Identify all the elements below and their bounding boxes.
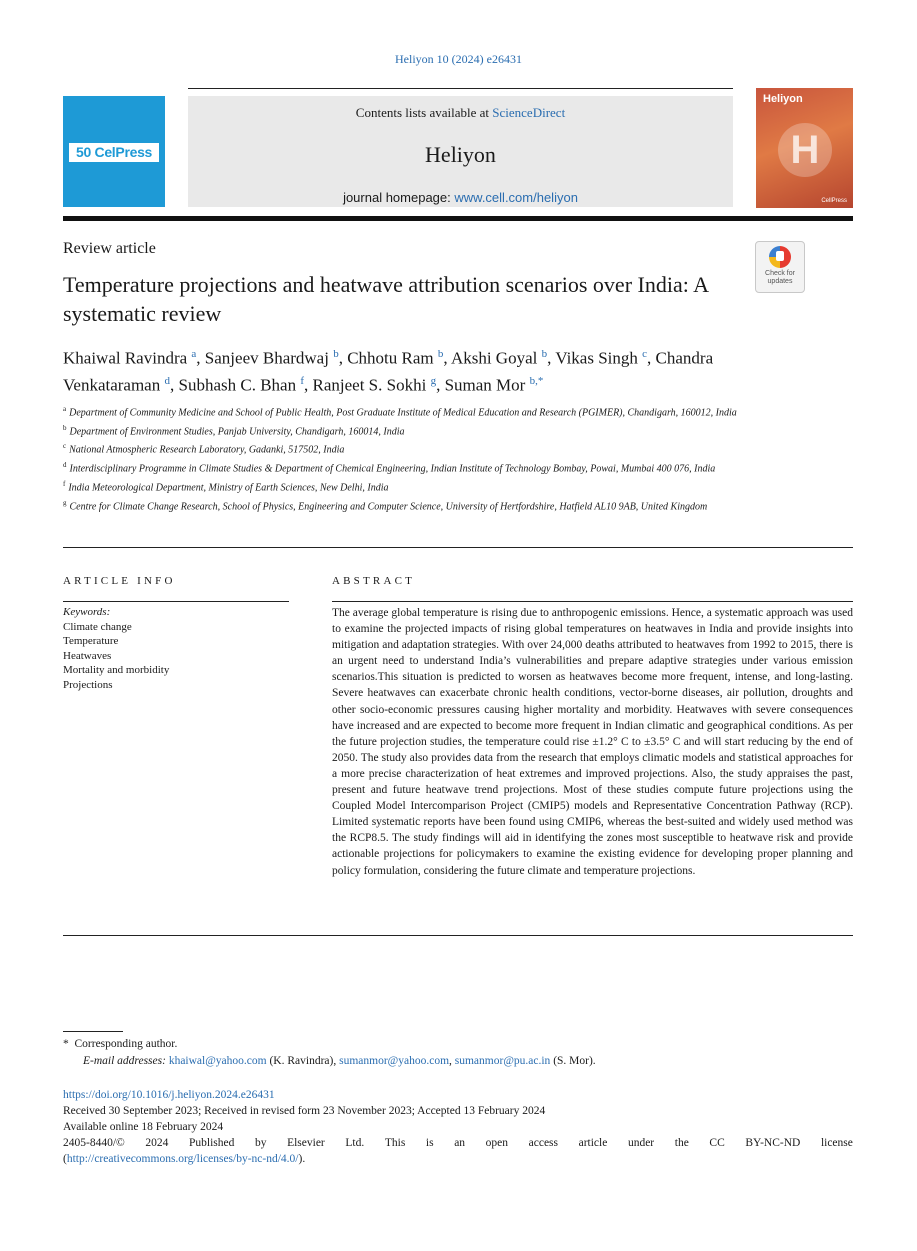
affiliation-text: Department of Community Medicine and School of Public Health, Post Graduate Institute of Medical Education and Research (PGIMER), Chandigarh, 160012, India [69, 407, 737, 419]
license-statement [63, 1135, 853, 1151]
author-separator: , [547, 348, 556, 368]
email-addresses [63, 1053, 853, 1070]
affiliation-marker: g [63, 498, 67, 507]
check-updates-icon [769, 246, 791, 268]
license-word: 2405-8440/© [63, 1137, 125, 1149]
homepage-link[interactable]: www.cell.com/heliyon [454, 190, 578, 205]
keyword: Projections [63, 678, 113, 691]
author-name[interactable]: Chandra Venkataraman [63, 348, 714, 395]
journal-header [63, 88, 853, 220]
author-list [63, 343, 743, 396]
section-divider [63, 547, 853, 548]
license-word: Elsevier [287, 1137, 325, 1149]
affiliation-text: National Atmospheric Research Laboratory, Gadanki, 517502, India [69, 444, 345, 456]
affiliation-item [63, 458, 743, 477]
license-word: article [578, 1137, 608, 1149]
license-word: under [627, 1137, 655, 1149]
sciencedirect-link[interactable]: ScienceDirect [492, 105, 566, 120]
abstract-heading: ABSTRACT [332, 575, 416, 587]
footnote-star: * [63, 1038, 69, 1050]
author-name[interactable]: Ranjeet S. Sokhi [312, 375, 427, 395]
keywords-block [63, 605, 289, 692]
author-affiliation-marker[interactable]: b [437, 348, 444, 360]
author-name[interactable]: Khaiwal Ravindra [63, 348, 188, 368]
homepage-line [188, 190, 733, 205]
license-word: CC [709, 1137, 725, 1149]
affiliation-text: Interdisciplinary Programme in Climate Studies & Department of Chemical Engineering, Indian Institute of Technology Bombay, Powai, Mumbai 400 076, India [69, 463, 716, 475]
check-for-updates-button[interactable] [755, 241, 805, 293]
author-affiliation-marker[interactable]: a [191, 348, 197, 360]
author-name[interactable]: Akshi Goyal [450, 348, 538, 368]
contents-line [188, 105, 733, 121]
author-name[interactable]: Vikas Singh [555, 348, 638, 368]
footnote-rule [63, 1031, 123, 1032]
keywords-label: Keywords: [63, 606, 111, 618]
affiliation-marker: f [63, 479, 66, 488]
license-word: open [485, 1137, 509, 1149]
email-link-1[interactable]: khaiwal@yahoo.com [168, 1054, 267, 1067]
check-updates-line2: updates [767, 278, 793, 285]
cellpress-logo-box[interactable] [63, 96, 165, 207]
author-separator: , [304, 375, 313, 395]
affiliation-item [63, 477, 743, 496]
contents-prefix: Contents lists available at [355, 105, 493, 120]
affiliation-item [63, 421, 743, 440]
keyword: Mortality and morbidity [63, 664, 170, 676]
author-separator: , [647, 348, 656, 368]
affiliation-item [63, 402, 743, 421]
license-word: This [384, 1137, 406, 1149]
publication-info [63, 1087, 853, 1167]
header-thick-rule [63, 216, 853, 221]
email-owner-1: (K. Ravindra), [266, 1054, 340, 1067]
affiliation-text: Centre for Climate Change Research, School of Physics, Engineering and Computer Science, University of Hertfordshire, Hatfield AL10 9AB, United Kingdom [69, 501, 708, 512]
affiliation-text: Department of Environment Studies, Panjab University, Chandigarh, 160014, India [69, 426, 405, 438]
license-word: access [528, 1137, 558, 1149]
homepage-prefix: journal homepage: [343, 190, 455, 205]
journal-reference[interactable]: Heliyon 10 (2024) e26431 [395, 52, 522, 66]
affiliation-marker: a [63, 405, 67, 413]
license-word: BY-NC-ND [745, 1137, 801, 1149]
affiliation-item [63, 439, 743, 458]
article-type: Review article [63, 240, 156, 257]
license-word: license [820, 1137, 853, 1149]
cellpress-logo: 50 CelPress [69, 143, 159, 162]
license-word: is [425, 1137, 434, 1149]
footnote [63, 1036, 853, 1069]
doi-link[interactable]: https://doi.org/10.1016/j.heliyon.2024.e26431 [63, 1089, 275, 1101]
journal-info-box [188, 96, 733, 207]
author-affiliation-marker[interactable]: g [430, 374, 437, 387]
author-affiliation-marker[interactable]: f [300, 374, 304, 387]
article-title: Temperature projections and heatwave attribution scenarios over India: A systematic review [63, 272, 708, 326]
license-url-line [63, 1151, 853, 1167]
keyword-list [63, 620, 289, 693]
journal-cover-image[interactable] [756, 88, 853, 208]
affiliation-marker: d [63, 461, 67, 470]
license-word: Ltd. [345, 1137, 365, 1149]
author-affiliation-marker[interactable]: c [642, 348, 648, 360]
affiliation-item [63, 496, 743, 515]
keyword: Heatwaves [63, 649, 112, 662]
cover-publisher: CellPress [821, 198, 847, 204]
author-affiliation-marker[interactable]: b,* [529, 374, 544, 387]
license-word: 2024 [145, 1137, 169, 1149]
author-separator: , [338, 348, 348, 368]
author-name[interactable]: Suman Mor [444, 375, 526, 395]
author-name[interactable]: Sanjeev Bhardwaj [204, 348, 329, 368]
license-word: an [454, 1137, 466, 1149]
online-date: Available online 18 February 2024 [63, 1121, 224, 1133]
author-name[interactable]: Chhotu Ram [347, 348, 434, 368]
paren-open: ( [63, 1153, 67, 1165]
author-name[interactable]: Subhash C. Bhan [178, 375, 297, 395]
journal-name: Heliyon [425, 142, 496, 167]
author-separator: , [436, 375, 445, 395]
abstract-bottom-rule [63, 935, 853, 936]
header-top-rule [188, 88, 733, 89]
affiliations [63, 402, 743, 514]
article-info-heading: ARTICLE INFO [63, 575, 176, 587]
abstract-rule [332, 601, 853, 602]
author-affiliation-marker[interactable]: b [541, 348, 548, 360]
keyword: Climate change [63, 620, 132, 633]
author-affiliation-marker[interactable]: b [333, 348, 339, 360]
license-link[interactable]: http://creativecommons.org/licenses/by-nc-nd/4.0/ [66, 1153, 299, 1165]
license-word: Published [188, 1137, 235, 1149]
email-link-2[interactable]: sumanmor@yahoo.com [339, 1054, 450, 1067]
license-word: the [674, 1137, 689, 1149]
keyword: Temperature [63, 635, 119, 647]
email-label: E-mail addresses: [83, 1054, 166, 1067]
affiliation-text: India Meteorological Department, Ministry of Earth Sciences, New Delhi, India [68, 482, 389, 494]
email-owner-3: (S. Mor). [550, 1054, 596, 1067]
author-separator: , [169, 375, 179, 395]
cover-title: Heliyon [763, 93, 803, 105]
affiliation-marker: c [63, 442, 67, 451]
paren-close: ). [298, 1153, 306, 1165]
email-link-3[interactable]: sumanmor@pu.ac.in [454, 1054, 551, 1067]
received-dates: Received 30 September 2023; Received in revised form 23 November 2023; Accepted 13 February 2024 [63, 1105, 546, 1117]
email-sep: , [449, 1054, 455, 1067]
abstract-text: The average global temperature is rising due to anthropogenic emissions. Hence, a systematic approach was used to examine the projected impacts of rising global temperatures on heatwaves in India and provide insights into mitigation and adaptation strategies. With over 24,000 deaths attributed to heatwaves from 1992 to 2015, there is an urgent need to understand India’s vulnerabilities and prepare adaptive strategies under various emission scenarios.This situation is predicted to worsen as heatwaves become more frequent, intense, and long-lasting. Severe heatwaves can exacerbate chronic health conditions, vector-borne diseases, air pollution, droughts and other socio-economic pressures causing higher mortality and morbidity. Heatwaves with severe consequences have increased and are expected to become more frequent in Indian climatic and geographical conditions. As per the future projection studies, the temperature could rise ±1.2° C to ±3.5° C and will start reducing by the end of 2050. The study also provides data from the research that employs climatic models and statistical approaches for a more precise characterization of heat extremes and improved projections. Also, the study appraises the past, present and future heatwave trend projections. Most of these studies compute future projections using the Coupled Model Intercomparison Project (CMIP5) models and Representative Concentration Pathway (RCP). Limited systematic reports have been found using CMIP6, whereas the best-suited and widely used method was the RCP8.5. The study findings will aid in identifying the zones most susceptible to heatwave risk and provide actionable projections for policymakers to examine the existing evidence for developing proper planning and policy formulation, considering the future climate and temperature projections. [332, 607, 853, 877]
cover-letter: H [778, 123, 832, 177]
article-info-rule [63, 601, 289, 602]
author-affiliation-marker[interactable]: d [164, 374, 170, 387]
author-separator: , [443, 348, 451, 368]
license-word: by [254, 1137, 267, 1149]
author-separator: , [196, 348, 205, 368]
corresponding-author-note [63, 1036, 853, 1053]
affiliation-marker: b [63, 423, 67, 432]
corresponding-label: Corresponding author. [74, 1038, 178, 1050]
check-updates-line1: Check for [765, 270, 795, 277]
